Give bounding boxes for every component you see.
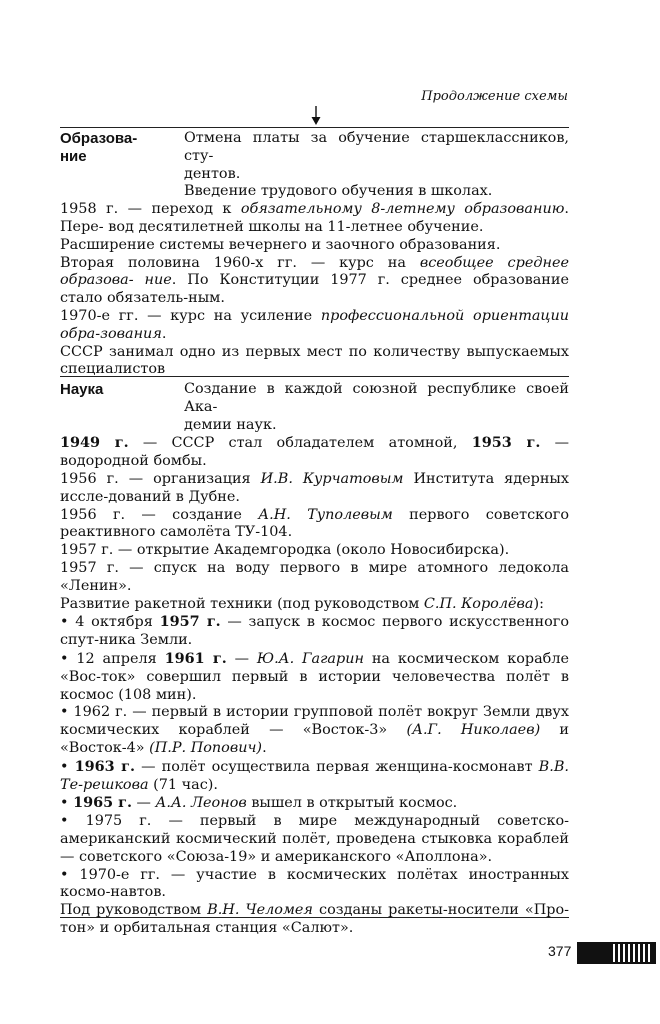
list-item: • 1965 г. — А.А. Леонов вышел в открытый космос. <box>60 794 458 812</box>
list-item: • 12 апреля 1961 г. — Ю.А. Гагарин на космическом корабле «Вос-ток» совершил первый в истории человечества полёт в космос (108 мин). <box>60 649 569 703</box>
science-paragraph: 1957 г. — спуск на воду первого в мире атомного ледокола «Ленин». <box>60 559 569 594</box>
section-divider <box>60 376 569 377</box>
education-summary: Отмена платы за обучение старшеклассников, сту- дентов. Введение трудового обучения в школах. <box>184 130 569 200</box>
education-header <box>60 130 569 201</box>
section-divider <box>60 917 569 918</box>
education-paragraph: СССР занимал одно из первых мест по количеству выпускаемых специалистов <box>60 343 569 378</box>
education-paragraph: Расширение системы вечернего и заочного образования. <box>60 236 501 253</box>
science-paragraph: Под руководством В.Н. Челомея созданы ракеты-носители «Про-тон» и орбитальная станция «Салют». <box>60 902 569 936</box>
section-divider <box>60 127 569 128</box>
page-marker-bar-icon <box>577 942 656 964</box>
page-number: 377 <box>548 943 572 959</box>
education-paragraph: 1958 г. — переход к обязательному 8-летнему образованию. Пере- вод десятилетней школы на 11-летнее обучение. <box>60 201 569 235</box>
education-section <box>60 130 569 379</box>
education-paragraph: Вторая половина 1960-х гг. — курс на всеобщее среднее образова- ние. По Конституции 1977 г. среднее образование стало обязатель-ным. <box>60 254 569 307</box>
section-title-science: Наука <box>60 381 104 398</box>
education-paragraph: 1970-е гг. — курс на усиление профессиональной ориентации обра-зования. <box>60 307 569 342</box>
continuation-label: Продолжение схемы <box>421 89 568 104</box>
science-paragraph: 1956 г. — организация И.В. Курчатовым Института ядерных иссле-дований в Дубне. <box>60 470 569 505</box>
science-paragraph: 1949 г. — СССР стал обладателем атомной, 1953 г. — водородной бомбы. <box>60 434 569 470</box>
science-section <box>60 381 569 938</box>
science-header <box>60 381 569 434</box>
list-item: • 1963 г. — полёт осуществила первая женщина-космонавт В.В. Те-решкова (71 час). <box>60 757 569 793</box>
science-paragraph: 1956 г. — создание А.Н. Туполевым первого советского реактивного самолёта ТУ-104. <box>60 506 569 541</box>
science-paragraph: Развитие ракетной техники (под руководством С.П. Королёва): <box>60 595 544 612</box>
down-arrow-icon <box>310 106 322 126</box>
science-paragraph: 1957 г. — открытие Академгородка (около Новосибирска). <box>60 542 510 559</box>
science-summary: Создание в каждой союзной республике своей Ака- демии наук. <box>184 381 569 433</box>
list-item: • 1970-е гг. — участие в космических полётах иностранных космо-навтов. <box>60 866 569 901</box>
section-title-education: Образова- ние <box>60 130 138 165</box>
list-item: • 4 октября 1957 г. — запуск в космос первого искусственного спут-ника Земли. <box>60 613 570 649</box>
list-item: • 1975 г. — первый в мире международный советско-американский космический полёт, проведена стыковка кораблей — советского «Союза-19» и американского «Аполлона». <box>60 813 569 865</box>
list-item: • 1962 г. — первый в истории групповой полёт вокруг Земли двух космических кораблей — «Восток-3» (А.Г. Николаев) и «Восток-4» (П.Р. Попович). <box>60 704 569 756</box>
